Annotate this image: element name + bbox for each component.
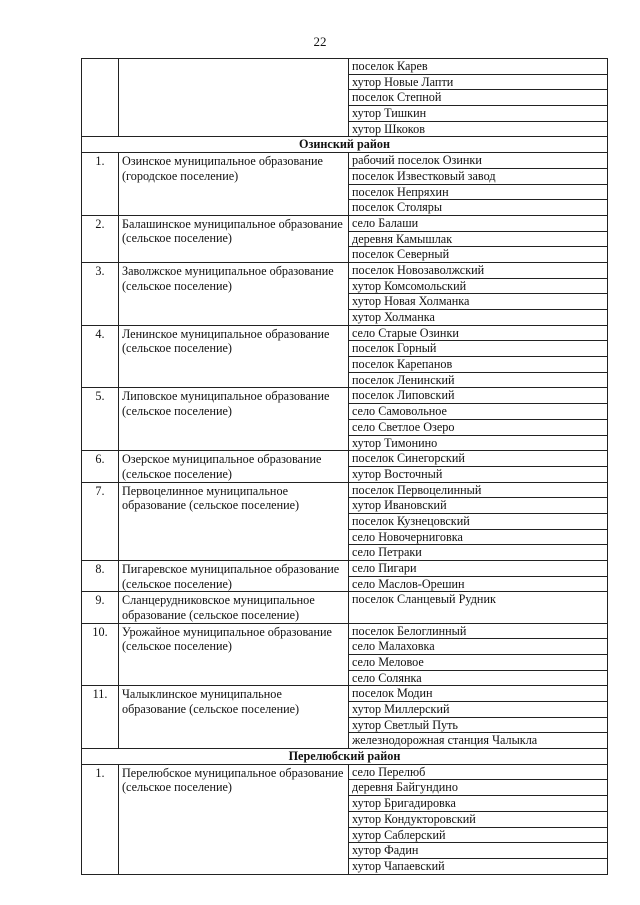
settlement-name: поселок Непряхин [349,184,608,200]
settlement-name: село Старые Озинки [349,325,608,341]
row-number: 10. [82,623,119,686]
settlement-name: поселок Синегорский [349,451,608,467]
settlement-name: село Пигари [349,561,608,577]
settlement-name: хутор Светлый Путь [349,717,608,733]
municipality-name: Урожайное муниципальное образование (сельское поселение) [119,623,349,686]
municipality-name: Пигаревское муниципальное образование (сельское поселение) [119,561,349,592]
settlement-name: хутор Кондукторовский [349,811,608,827]
municipality-name: Балашинское муниципальное образование (сельское поселение) [119,215,349,262]
settlement-name: деревня Байгундино [349,780,608,796]
municipality-name: Первоцелинное муниципальное образование (сельское поселение) [119,482,349,560]
settlement-name: поселок Ленинский [349,372,608,388]
table-row [82,592,608,623]
district-header-row [82,749,608,765]
settlement-name: поселок Известковый завод [349,168,608,184]
row-number: 1. [82,764,119,874]
settlement-name: село Светлое Озеро [349,419,608,435]
row-number: 5. [82,388,119,451]
district-title: Перелюбский район [82,749,608,765]
row-number: 2. [82,215,119,262]
settlement-name: поселок Столяры [349,200,608,216]
settlement-name: хутор Шкоков [349,121,608,137]
table-row [82,686,608,702]
settlement-name: село Солянка [349,670,608,686]
table-row [82,215,608,231]
settlement-name: хутор Фадин [349,843,608,859]
settlement-name: железнодорожная станция Чалыкла [349,733,608,749]
settlement-name: село Новочерниговка [349,529,608,545]
settlements-table [81,58,608,875]
row-number: 11. [82,686,119,749]
settlement-name: поселок Белоглинный [349,623,608,639]
settlement-name: поселок Модин [349,686,608,702]
settlement-name: хутор Ивановский [349,498,608,514]
page-number: 22 [313,34,327,49]
settlement-name: хутор Восточный [349,466,608,482]
settlement-name: поселок Новозаволжский [349,262,608,278]
settlement-name: поселок Карев [349,59,608,75]
settlement-name: поселок Карепанов [349,357,608,373]
district-title: Озинский район [82,137,608,153]
table-body [82,59,608,875]
settlement-name: село Петраки [349,545,608,561]
settlement-name: поселок Липовский [349,388,608,404]
table-row [82,153,608,169]
settlement-name: поселок Степной [349,90,608,106]
settlement-name: село Меловое [349,654,608,670]
settlement-name: поселок Кузнецовский [349,513,608,529]
settlement-name: хутор Новые Лапти [349,74,608,90]
settlement-name: хутор Новая Холманка [349,294,608,310]
row-number: 4. [82,325,119,388]
municipality-name: Сланцерудниковское муниципальное образование (сельское поселение) [119,592,349,623]
settlement-name: поселок Горный [349,341,608,357]
settlement-name: поселок Северный [349,247,608,263]
settlement-name: хутор Холманка [349,310,608,326]
row-number: 6. [82,451,119,482]
settlement-name: хутор Чапаевский [349,858,608,874]
municipality-name: Липовское муниципальное образование (сельское поселение) [119,388,349,451]
table-row [82,623,608,639]
settlement-name: хутор Комсомольский [349,278,608,294]
municipality-name: Ленинское муниципальное образование (сельское поселение) [119,325,349,388]
municipality-name: Озерское муниципальное образование (сельское поселение) [119,451,349,482]
table-row [82,59,608,75]
settlement-name: поселок Сланцевый Рудник [349,592,608,623]
settlement-name: село Малаховка [349,639,608,655]
municipality-name [119,59,349,137]
settlement-name: деревня Камышлак [349,231,608,247]
settlement-name: село Балаши [349,215,608,231]
table-row [82,764,608,780]
district-header-row [82,137,608,153]
table-row [82,388,608,404]
table-row [82,561,608,577]
settlement-name: хутор Тишкин [349,106,608,122]
settlement-name: хутор Саблерский [349,827,608,843]
table-row [82,325,608,341]
settlement-name: село Самовольное [349,404,608,420]
municipality-name: Чалыклинское муниципальное образование (сельское поселение) [119,686,349,749]
row-number: 9. [82,592,119,623]
row-number [82,59,119,137]
table-row [82,482,608,498]
settlement-name: хутор Тимонино [349,435,608,451]
municipality-name: Озинское муниципальное образование (городское поселение) [119,153,349,216]
municipality-name: Заволжское муниципальное образование (сельское поселение) [119,262,349,325]
settlement-name: хутор Миллерский [349,702,608,718]
row-number: 7. [82,482,119,560]
settlement-name: село Маслов-Орешин [349,576,608,592]
row-number: 3. [82,262,119,325]
settlement-name: поселок Первоцелинный [349,482,608,498]
table-row [82,262,608,278]
settlement-name: хутор Бригадировка [349,796,608,812]
row-number: 1. [82,153,119,216]
municipality-name: Перелюбское муниципальное образование (сельское поселение) [119,764,349,874]
settlement-name: село Перелюб [349,764,608,780]
table-row [82,451,608,467]
settlement-name: рабочий поселок Озинки [349,153,608,169]
row-number: 8. [82,561,119,592]
